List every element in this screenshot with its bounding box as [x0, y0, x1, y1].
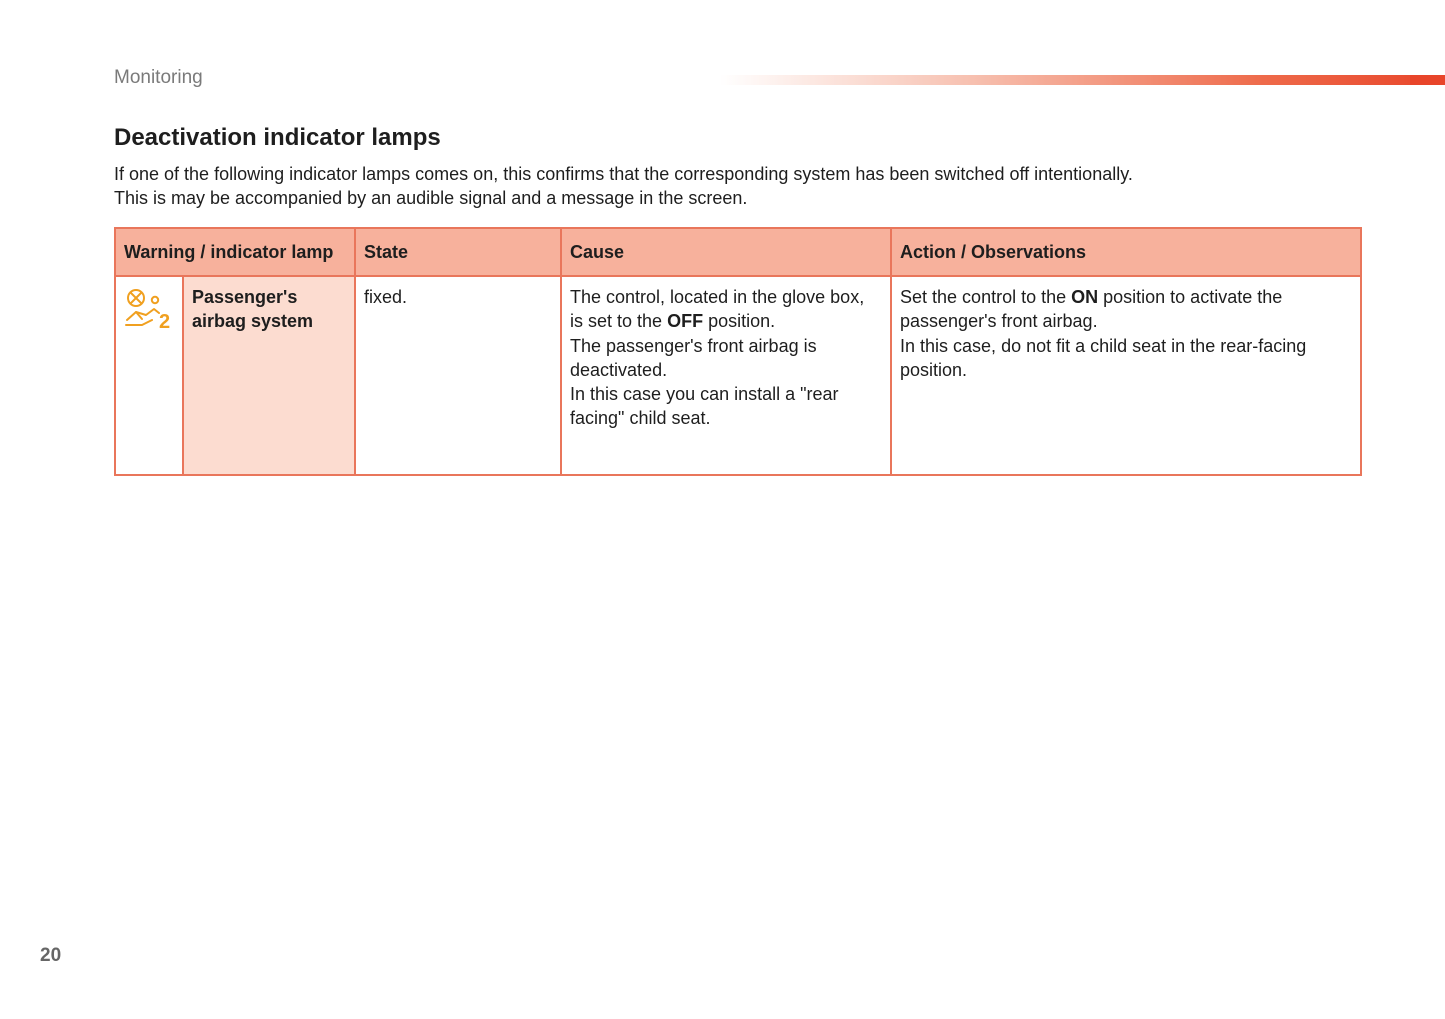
- cause-line-1: [570, 285, 882, 334]
- action-line-2: In this case, do not fit a child seat in the rear-facing position.: [900, 335, 1307, 380]
- section-label: Monitoring: [114, 67, 203, 88]
- action-text-end: position to activate the passenger's front airbag.: [900, 287, 1283, 332]
- header-accent-bar-end: [1410, 75, 1445, 85]
- column-header-lamp: Warning / indicator lamp: [115, 228, 355, 276]
- cause-emphasis: OFF: [667, 311, 704, 332]
- intro-line-1: If one of the following indicator lamps comes on, this confirms that the corresponding system has been switched off intentionally.: [114, 164, 1133, 184]
- intro-line-2: This is may be accompanied by an audible signal and a message in the screen.: [114, 188, 748, 208]
- table-row: [115, 276, 1361, 475]
- action-text: Set the control to the: [900, 287, 1072, 307]
- table-header-row: [115, 228, 1361, 276]
- svg-text:2: 2: [159, 311, 171, 333]
- lamp-icon-cell: [115, 276, 183, 475]
- action-emphasis: ON: [1071, 287, 1099, 307]
- column-header-action: Action / Observations: [891, 228, 1361, 276]
- lamp-name-cell: Passenger's airbag system: [183, 276, 355, 475]
- passenger-airbag-off-icon: [122, 311, 176, 337]
- action-line-1: [900, 285, 1352, 334]
- indicator-lamps-table: [114, 227, 1362, 476]
- cause-cell: [561, 276, 891, 475]
- cause-text-end: position.: [703, 311, 776, 332]
- page-title: Deactivation indicator lamps: [114, 124, 441, 151]
- page-number: 20: [40, 945, 62, 966]
- cause-line-3: In this case you can install a "rear facing" child seat.: [570, 384, 839, 429]
- intro-text: [114, 162, 1133, 210]
- column-header-cause: Cause: [561, 228, 891, 276]
- cause-line-2: The passenger's front airbag is deactivated.: [570, 335, 817, 380]
- column-header-state: State: [355, 228, 561, 276]
- cause-text: The control, located in the glove box, is set to the: [570, 287, 865, 332]
- header-accent-bar: [720, 75, 1445, 85]
- state-cell: fixed.: [355, 276, 561, 475]
- action-cell: [891, 276, 1361, 475]
